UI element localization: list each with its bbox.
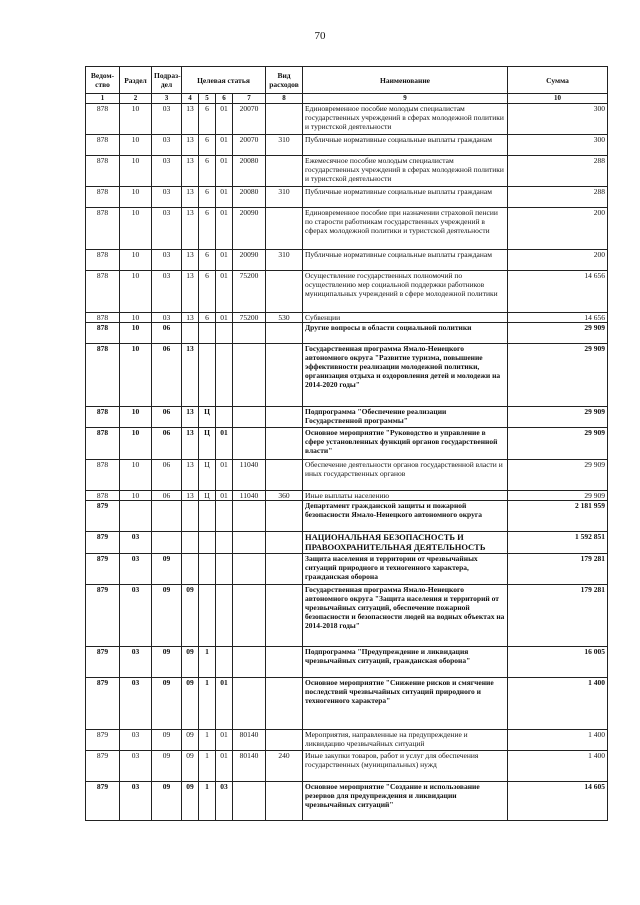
vedomstvo-cell: 879 [86, 585, 120, 647]
target-code-1-cell: 13 [182, 344, 199, 407]
podrazdel-cell: 03 [152, 187, 182, 208]
razdel-cell: 10 [120, 156, 152, 187]
column-number: 8 [266, 94, 303, 104]
target-code-1-cell [182, 323, 199, 344]
sum-cell: 288 [508, 156, 608, 187]
expense-type-cell [266, 782, 303, 821]
expense-type-cell: 530 [266, 313, 303, 323]
expense-type-cell: 360 [266, 491, 303, 501]
table-row [86, 344, 608, 407]
expense-type-cell [266, 501, 303, 532]
column-number: 5 [199, 94, 216, 104]
target-code-2-cell: 6 [199, 313, 216, 323]
target-code-1-cell: 09 [182, 782, 199, 821]
target-code-1-cell: 13 [182, 156, 199, 187]
target-code-4-cell: 75200 [233, 313, 266, 323]
target-code-1-cell [182, 501, 199, 532]
table-row [86, 491, 608, 501]
razdel-cell: 10 [120, 491, 152, 501]
podrazdel-cell: 09 [152, 647, 182, 678]
budget-table [85, 66, 608, 821]
target-code-1-cell: 09 [182, 678, 199, 730]
header-row [86, 67, 608, 94]
target-code-1-cell: 13 [182, 187, 199, 208]
target-code-4-cell: 20070 [233, 135, 266, 156]
target-code-2-cell: Ц [199, 491, 216, 501]
header-summa: Сумма [508, 67, 608, 94]
razdel-cell: 10 [120, 313, 152, 323]
expense-type-cell [266, 460, 303, 491]
target-code-1-cell [182, 554, 199, 585]
vedomstvo-cell: 878 [86, 460, 120, 491]
name-cell: Государственная программа Ямало-Ненецкого автономного округа "Защита населения и территорий от чрезвычайных ситуаций, обеспечение пожарной безопасности и безопасности людей на водных объектах на 2014-2018 годы" [303, 585, 508, 647]
podrazdel-cell [152, 501, 182, 532]
podrazdel-cell: 09 [152, 554, 182, 585]
podrazdel-cell: 06 [152, 428, 182, 460]
name-cell: Единовременное пособие при назначении страховой пенсии по старости работникам государственных учреждений в сферах молодежной политики и туристской деятельности [303, 208, 508, 250]
target-code-3-cell: 01 [216, 428, 233, 460]
expense-type-cell [266, 428, 303, 460]
target-code-4-cell [233, 585, 266, 647]
target-code-3-cell: 01 [216, 313, 233, 323]
expense-type-cell [266, 271, 303, 313]
target-code-2-cell: 6 [199, 208, 216, 250]
razdel-cell: 10 [120, 428, 152, 460]
sum-cell: 200 [508, 250, 608, 271]
razdel-cell: 10 [120, 407, 152, 428]
podrazdel-cell: 06 [152, 491, 182, 501]
target-code-3-cell [216, 323, 233, 344]
target-code-3-cell: 03 [216, 782, 233, 821]
podrazdel-cell: 09 [152, 751, 182, 782]
target-code-4-cell [233, 501, 266, 532]
expense-type-cell [266, 407, 303, 428]
target-code-1-cell: 13 [182, 491, 199, 501]
vedomstvo-cell: 878 [86, 407, 120, 428]
vedomstvo-cell: 879 [86, 532, 120, 554]
name-cell: Субвенции [303, 313, 508, 323]
target-code-4-cell: 80140 [233, 751, 266, 782]
table-row [86, 585, 608, 647]
target-code-1-cell: 13 [182, 250, 199, 271]
target-code-3-cell: 01 [216, 208, 233, 250]
name-cell: Иные закупки товаров, работ и услуг для обеспечения государственных (муниципальных) нужд [303, 751, 508, 782]
podrazdel-cell: 03 [152, 208, 182, 250]
target-code-2-cell [199, 554, 216, 585]
target-code-1-cell: 09 [182, 730, 199, 751]
razdel-cell: 10 [120, 344, 152, 407]
target-code-2-cell [199, 532, 216, 554]
razdel-cell: 10 [120, 208, 152, 250]
name-cell: Департамент гражданской защиты и пожарной безопасности Ямало-Ненецкого автономного округа [303, 501, 508, 532]
header-naimenovanie: Наименование [303, 67, 508, 94]
target-code-1-cell: 13 [182, 104, 199, 135]
expense-type-cell [266, 156, 303, 187]
expense-type-cell [266, 532, 303, 554]
podrazdel-cell: 06 [152, 460, 182, 491]
vedomstvo-cell: 879 [86, 554, 120, 585]
expense-type-cell [266, 323, 303, 344]
sum-cell: 14 605 [508, 782, 608, 821]
sum-cell: 29 909 [508, 460, 608, 491]
podrazdel-cell: 09 [152, 782, 182, 821]
target-code-3-cell: 01 [216, 250, 233, 271]
name-cell: Защита населения и территории от чрезвычайных ситуаций природного и техногенного характера, гражданская оборона [303, 554, 508, 585]
podrazdel-cell: 03 [152, 250, 182, 271]
name-cell: Публичные нормативные социальные выплаты гражданам [303, 135, 508, 156]
target-code-4-cell [233, 678, 266, 730]
target-code-2-cell: 1 [199, 730, 216, 751]
podrazdel-cell [152, 532, 182, 554]
sum-cell: 300 [508, 135, 608, 156]
target-code-2-cell: 6 [199, 250, 216, 271]
header-razdel: Раздел [120, 67, 152, 94]
target-code-3-cell [216, 501, 233, 532]
target-code-1-cell: 09 [182, 751, 199, 782]
name-cell: Публичные нормативные социальные выплаты гражданам [303, 250, 508, 271]
target-code-1-cell: 09 [182, 647, 199, 678]
target-code-3-cell [216, 554, 233, 585]
podrazdel-cell: 03 [152, 156, 182, 187]
razdel-cell: 03 [120, 751, 152, 782]
target-code-2-cell [199, 344, 216, 407]
target-code-1-cell: 13 [182, 313, 199, 323]
sum-cell: 1 400 [508, 678, 608, 730]
target-code-2-cell: Ц [199, 407, 216, 428]
razdel-cell: 03 [120, 730, 152, 751]
expense-type-cell [266, 208, 303, 250]
sum-cell: 29 909 [508, 323, 608, 344]
vedomstvo-cell: 879 [86, 730, 120, 751]
sum-cell: 29 909 [508, 428, 608, 460]
target-code-3-cell [216, 647, 233, 678]
expense-type-cell: 240 [266, 751, 303, 782]
name-cell: Единовременное пособие молодым специалистам государственных учреждений в сферах молодежной политики и туристской деятельности [303, 104, 508, 135]
table-row [86, 428, 608, 460]
sum-cell: 14 656 [508, 313, 608, 323]
razdel-cell: 03 [120, 678, 152, 730]
vedomstvo-cell: 878 [86, 344, 120, 407]
target-code-3-cell: 01 [216, 678, 233, 730]
expense-type-cell [266, 344, 303, 407]
razdel-cell: 03 [120, 532, 152, 554]
target-code-2-cell [199, 323, 216, 344]
column-number: 4 [182, 94, 199, 104]
table-row [86, 501, 608, 532]
expense-type-cell: 310 [266, 250, 303, 271]
name-cell: Обеспечение деятельности органов государственной власти и иных государственных органов [303, 460, 508, 491]
target-code-3-cell: 01 [216, 187, 233, 208]
target-code-4-cell: 20090 [233, 208, 266, 250]
column-number: 6 [216, 94, 233, 104]
column-number: 3 [152, 94, 182, 104]
vedomstvo-cell: 878 [86, 250, 120, 271]
podrazdel-cell: 03 [152, 313, 182, 323]
razdel-cell [120, 501, 152, 532]
target-code-4-cell: 75200 [233, 271, 266, 313]
sum-cell: 179 281 [508, 585, 608, 647]
name-cell: Основное мероприятие "Создание и использование резервов для предупреждения и ликвидации чрезвычайных ситуаций" [303, 782, 508, 821]
table-row [86, 208, 608, 250]
expense-type-cell: 310 [266, 187, 303, 208]
vedomstvo-cell: 879 [86, 751, 120, 782]
sum-cell: 300 [508, 104, 608, 135]
target-code-2-cell [199, 585, 216, 647]
table-row [86, 156, 608, 187]
sum-cell: 1 400 [508, 730, 608, 751]
podrazdel-cell: 09 [152, 678, 182, 730]
expense-type-cell [266, 678, 303, 730]
target-code-4-cell [233, 323, 266, 344]
name-cell: Иные выплаты населению [303, 491, 508, 501]
table-row [86, 313, 608, 323]
target-code-4-cell: 20090 [233, 250, 266, 271]
podrazdel-cell: 09 [152, 585, 182, 647]
target-code-4-cell: 20080 [233, 156, 266, 187]
razdel-cell: 03 [120, 585, 152, 647]
target-code-1-cell [182, 532, 199, 554]
name-cell: Государственная программа Ямало-Ненецкого автономного округа "Развитие туризма, повышение эффективности реализации молодежной политики, организация отдыха и оздоровления детей и молодежи на 2014-2020 годы" [303, 344, 508, 407]
target-code-2-cell: Ц [199, 460, 216, 491]
expense-type-cell [266, 554, 303, 585]
expense-type-cell [266, 104, 303, 135]
name-cell: Подпрограмма "Предупреждение и ликвидация чрезвычайных ситуаций, гражданская оборона" [303, 647, 508, 678]
column-number: 9 [303, 94, 508, 104]
target-code-3-cell: 01 [216, 135, 233, 156]
sum-cell: 14 656 [508, 271, 608, 313]
target-code-4-cell [233, 554, 266, 585]
table-row [86, 250, 608, 271]
table-row [86, 460, 608, 491]
target-code-3-cell: 01 [216, 751, 233, 782]
razdel-cell: 10 [120, 323, 152, 344]
target-code-2-cell: 6 [199, 135, 216, 156]
column-number: 10 [508, 94, 608, 104]
razdel-cell: 10 [120, 250, 152, 271]
vedomstvo-cell: 878 [86, 187, 120, 208]
razdel-cell: 10 [120, 187, 152, 208]
podrazdel-cell: 06 [152, 407, 182, 428]
vedomstvo-cell: 879 [86, 678, 120, 730]
vedomstvo-cell: 878 [86, 208, 120, 250]
header-podrazdel: Подраз-дел [152, 67, 182, 94]
sum-cell: 1 592 851 [508, 532, 608, 554]
target-code-4-cell [233, 344, 266, 407]
target-code-3-cell: 01 [216, 730, 233, 751]
vedomstvo-cell: 879 [86, 782, 120, 821]
vedomstvo-cell: 878 [86, 271, 120, 313]
column-number: 7 [233, 94, 266, 104]
target-code-4-cell: 80140 [233, 730, 266, 751]
target-code-4-cell [233, 407, 266, 428]
expense-type-cell [266, 585, 303, 647]
target-code-2-cell: 6 [199, 104, 216, 135]
table-row [86, 271, 608, 313]
vedomstvo-cell: 878 [86, 104, 120, 135]
sum-cell: 288 [508, 187, 608, 208]
table-row [86, 554, 608, 585]
razdel-cell: 03 [120, 554, 152, 585]
target-code-1-cell: 13 [182, 271, 199, 313]
target-code-4-cell [233, 782, 266, 821]
target-code-3-cell [216, 344, 233, 407]
target-code-3-cell: 01 [216, 156, 233, 187]
vedomstvo-cell: 878 [86, 323, 120, 344]
target-code-1-cell: 13 [182, 407, 199, 428]
table-row [86, 323, 608, 344]
target-code-3-cell [216, 532, 233, 554]
sum-cell: 29 909 [508, 407, 608, 428]
table-row [86, 104, 608, 135]
target-code-2-cell: 6 [199, 271, 216, 313]
target-code-4-cell: 11040 [233, 491, 266, 501]
podrazdel-cell: 09 [152, 730, 182, 751]
target-code-2-cell: 6 [199, 156, 216, 187]
target-code-1-cell: 09 [182, 585, 199, 647]
sum-cell: 2 181 959 [508, 501, 608, 532]
razdel-cell: 10 [120, 271, 152, 313]
vedomstvo-cell: 878 [86, 428, 120, 460]
podrazdel-cell: 03 [152, 135, 182, 156]
razdel-cell: 03 [120, 782, 152, 821]
column-number-row [86, 94, 608, 104]
name-cell: Осуществление государственных полномочий по осуществлению мер социальной поддержки работников муниципальных учреждений в сфере молодежной политики [303, 271, 508, 313]
target-code-3-cell: 01 [216, 271, 233, 313]
target-code-4-cell: 20070 [233, 104, 266, 135]
target-code-3-cell: 01 [216, 491, 233, 501]
name-cell: Основное мероприятие "Снижение рисков и смягчение последствий чрезвычайных ситуаций природного и техногенного характера" [303, 678, 508, 730]
podrazdel-cell: 06 [152, 344, 182, 407]
target-code-1-cell: 13 [182, 208, 199, 250]
sum-cell: 200 [508, 208, 608, 250]
target-code-2-cell: 1 [199, 751, 216, 782]
table-row [86, 751, 608, 782]
vedomstvo-cell: 879 [86, 647, 120, 678]
sum-cell: 29 909 [508, 344, 608, 407]
sum-cell: 29 909 [508, 491, 608, 501]
podrazdel-cell: 03 [152, 104, 182, 135]
expense-type-cell: 310 [266, 135, 303, 156]
vedomstvo-cell: 878 [86, 491, 120, 501]
expense-type-cell [266, 647, 303, 678]
name-cell: Другие вопросы в области социальной политики [303, 323, 508, 344]
razdel-cell: 10 [120, 104, 152, 135]
table-row [86, 532, 608, 554]
table-row [86, 647, 608, 678]
column-number: 2 [120, 94, 152, 104]
podrazdel-cell: 03 [152, 271, 182, 313]
table-row [86, 678, 608, 730]
name-cell: Основное мероприятие "Руководство и управление в сфере установленных функций органов государственной власти" [303, 428, 508, 460]
target-code-4-cell [233, 647, 266, 678]
table-row [86, 187, 608, 208]
target-code-2-cell: 6 [199, 187, 216, 208]
target-code-4-cell: 20080 [233, 187, 266, 208]
name-cell: Подпрограмма "Обеспечение реализации Государственной программы" [303, 407, 508, 428]
table-row [86, 782, 608, 821]
header-vedomstvo: Ведом-ство [86, 67, 120, 94]
vedomstvo-cell: 878 [86, 156, 120, 187]
target-code-2-cell: 1 [199, 782, 216, 821]
target-code-1-cell: 13 [182, 460, 199, 491]
target-code-1-cell: 13 [182, 428, 199, 460]
page-number: 70 [314, 30, 326, 42]
name-cell: Мероприятия, направленные на предупреждение и ликвидацию чрезвычайных ситуаций [303, 730, 508, 751]
target-code-2-cell: 1 [199, 647, 216, 678]
razdel-cell: 03 [120, 647, 152, 678]
target-code-2-cell: Ц [199, 428, 216, 460]
sum-cell: 1 400 [508, 751, 608, 782]
vedomstvo-cell: 878 [86, 313, 120, 323]
table-row [86, 730, 608, 751]
razdel-cell: 10 [120, 460, 152, 491]
target-code-1-cell: 13 [182, 135, 199, 156]
table-row [86, 135, 608, 156]
column-number: 1 [86, 94, 120, 104]
target-code-3-cell: 01 [216, 460, 233, 491]
target-code-4-cell [233, 428, 266, 460]
name-cell: Публичные нормативные социальные выплаты гражданам [303, 187, 508, 208]
header-celevaya-statya: Целевая статья [182, 67, 266, 94]
target-code-4-cell: 11040 [233, 460, 266, 491]
vedomstvo-cell: 879 [86, 501, 120, 532]
name-cell: Ежемесячное пособие молодым специалистам государственных учреждений в сферах молодежной политики и туристской деятельности [303, 156, 508, 187]
name-cell: НАЦИОНАЛЬНАЯ БЕЗОПАСНОСТЬ И ПРАВООХРАНИТЕЛЬНАЯ ДЕЯТЕЛЬНОСТЬ [303, 532, 508, 554]
target-code-2-cell [199, 501, 216, 532]
target-code-3-cell: 01 [216, 104, 233, 135]
sum-cell: 16 005 [508, 647, 608, 678]
razdel-cell: 10 [120, 135, 152, 156]
table-row [86, 407, 608, 428]
target-code-4-cell [233, 532, 266, 554]
header-vid-rashodov: Вид расходов [266, 67, 303, 94]
podrazdel-cell: 06 [152, 323, 182, 344]
vedomstvo-cell: 878 [86, 135, 120, 156]
expense-type-cell [266, 730, 303, 751]
target-code-3-cell [216, 585, 233, 647]
sum-cell: 179 281 [508, 554, 608, 585]
target-code-2-cell: 1 [199, 678, 216, 730]
target-code-3-cell [216, 407, 233, 428]
